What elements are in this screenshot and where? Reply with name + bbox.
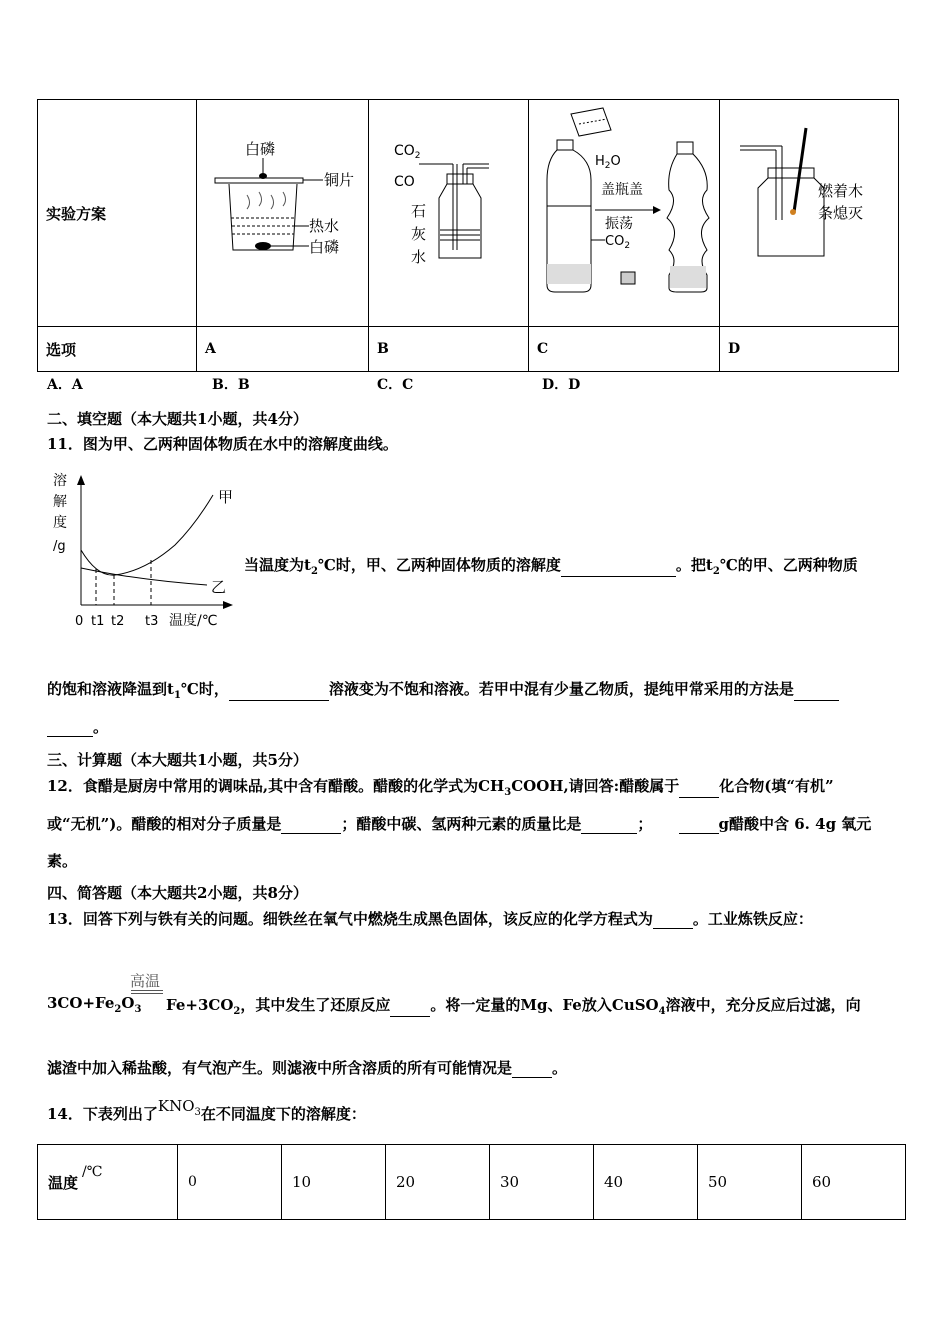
section-heading-calculation: 三、计算题（本大题共1小题，共5分）: [47, 751, 308, 769]
q13-equation-bar-top: [131, 990, 163, 991]
figure-c-cell: [529, 100, 720, 327]
chart-xlabel: 温度/℃: [169, 613, 218, 629]
solubility-chart: [45, 465, 240, 635]
label-copper-sheet: 铜片: [324, 171, 355, 189]
q11-blank-3[interactable]: [794, 682, 839, 701]
row-label-option: 选项: [38, 327, 197, 372]
q11-line-a: 当温度为$t_2℃$时，甲、乙两种固体物质的溶解度 。把$t_2℃$的甲、乙两种物质: [244, 556, 858, 577]
q12-line-3: 素。: [47, 852, 78, 870]
chart-tick-t1: t1: [91, 614, 105, 629]
chart-series-jia-line: [81, 495, 213, 575]
chart-ylabel-unit: /g: [53, 539, 66, 554]
option-a: A: [197, 327, 369, 372]
chart-series-yi-label: 乙: [211, 578, 227, 596]
q14-formula: $KNO_3$: [157, 1097, 201, 1118]
chart-tick-t2: t2: [111, 614, 125, 629]
q11-blank-2[interactable]: [229, 682, 329, 701]
label-white-phosphorus-bottom: 白磷: [309, 238, 340, 256]
chart-series-yi-line: [81, 568, 207, 585]
q13-line-1: 13．回答下列与铁有关的问题。细铁丝在氧气中燃烧生成黑色固体，该反应的化学方程式为 。工业炼铁反应：: [47, 910, 813, 928]
temp-cell: 0: [178, 1145, 282, 1220]
chart-tick-t3: t3: [145, 614, 159, 629]
label-extinguished: 条熄灭: [818, 204, 864, 222]
temp-cell: 40: [594, 1145, 698, 1220]
label-hot-water: 热水: [309, 217, 340, 235]
answer-choice-d: D．D: [542, 377, 581, 393]
temp-header-cell: 温度/℃: [38, 1145, 178, 1220]
q12-line-2: 或“无机”)。醋酸的相对分子质量是 ；醋酸中碳、氢两种元素的质量比是 ； g醋酸中含 6. 4g 氧元: [47, 815, 872, 833]
q13-condition-high-temp: 高温: [130, 972, 161, 990]
label-limewater-2: 灰: [411, 225, 427, 243]
q12-blank-1[interactable]: [679, 779, 719, 798]
label-co2: $CO_2$: [394, 143, 421, 161]
q11-blank-1[interactable]: [561, 558, 676, 577]
label-limewater-3: 水: [411, 248, 427, 266]
option-b: B: [369, 327, 529, 372]
temp-cell: 10: [282, 1145, 386, 1220]
question-11-title: 11．图为甲、乙两种固体物质在水中的溶解度曲线。: [47, 435, 398, 453]
figure-b-gas-bottle-diagram: [369, 100, 528, 322]
label-burning-stick: 燃着木: [818, 182, 864, 200]
q13-line-2b: $Fe+3CO_2$，其中发生了还原反应 。将一定量的Mg、Fe放入CuSO$_4$溶液中，充分反应后过滤，向: [166, 996, 861, 1017]
label-shake: 振荡: [605, 216, 633, 232]
chart-ylabel-1: 溶: [53, 473, 67, 489]
section-heading-fill-in: 二、填空题（本大题共1小题，共4分）: [47, 410, 308, 428]
figure-b-cell: [369, 100, 529, 327]
figure-a-cell: [197, 100, 369, 327]
q11-line-b: 的饱和溶液降温到$t_1℃$时， 溶液变为不饱和溶液。若甲中混有少量乙物质，提纯甲常采用的方法是: [47, 678, 839, 701]
chart-series-jia-label: 甲: [218, 488, 234, 506]
label-co: CO: [394, 174, 415, 190]
q13-line-3: 滤渣中加入稀盐酸，有气泡产生。则滤液中所含溶质的所有可能情况是 。: [47, 1059, 568, 1077]
chart-ylabel-2: 解: [53, 494, 67, 510]
row-label-plan: 实验方案: [38, 100, 197, 327]
label-white-phosphorus-top: 白磷: [245, 140, 276, 158]
q13-blank-3[interactable]: [512, 1059, 552, 1078]
figure-a-phosphorus-diagram: [197, 100, 368, 322]
section-heading-short-answer: 四、简答题（本大题共2小题，共8分）: [47, 884, 308, 902]
answer-choice-c: C．C: [377, 377, 414, 393]
label-water: $H_2O$: [595, 154, 621, 171]
q12-blank-3[interactable]: [581, 815, 637, 834]
figure-d-gas-collection-diagram: [720, 100, 898, 322]
q12-blank-2[interactable]: [281, 815, 341, 834]
q13-blank-2[interactable]: [390, 998, 430, 1017]
temp-cell: 30: [490, 1145, 594, 1220]
option-c: C: [529, 327, 720, 372]
temp-cell: 20: [386, 1145, 490, 1220]
option-d: D: [720, 327, 899, 372]
experiment-table: [37, 99, 899, 372]
figure-c-bottle-diagram: [529, 100, 719, 322]
figure-d-cell: [720, 100, 899, 327]
q11-line-c: 。: [47, 716, 108, 737]
q13-line-2: $3CO+Fe_2O_3$: [47, 994, 142, 1015]
q12-blank-4[interactable]: [679, 815, 719, 834]
q13-blank-1[interactable]: [653, 910, 693, 929]
kno3-solubility-table: [37, 1144, 906, 1220]
q14-line: 14．下表列出了$KNO_3$在不同温度下的溶解度：: [47, 1097, 366, 1123]
temp-cell: 60: [802, 1145, 906, 1220]
label-limewater-1: 石: [411, 202, 427, 220]
answer-choice-b: B．B: [212, 377, 250, 393]
chart-y-arrow: [77, 475, 85, 485]
q12-line-1: 12．食醋是厨房中常用的调味品,其中含有醋酸。醋酸的化学式为$CH_3COOH$,请回答:醋酸属于 化合物(填“有机”: [47, 777, 834, 798]
label-co2-c: $CO_2$: [605, 234, 631, 251]
chart-x-arrow: [223, 601, 233, 609]
answer-choice-a: A．A: [47, 377, 83, 393]
chart-tick-origin: 0: [75, 614, 84, 629]
q11-blank-3-cont[interactable]: [47, 718, 93, 737]
chart-ylabel-3: 度: [53, 515, 67, 531]
temp-cell: 50: [698, 1145, 802, 1220]
label-cap-bottle: 盖瓶盖: [601, 182, 643, 198]
